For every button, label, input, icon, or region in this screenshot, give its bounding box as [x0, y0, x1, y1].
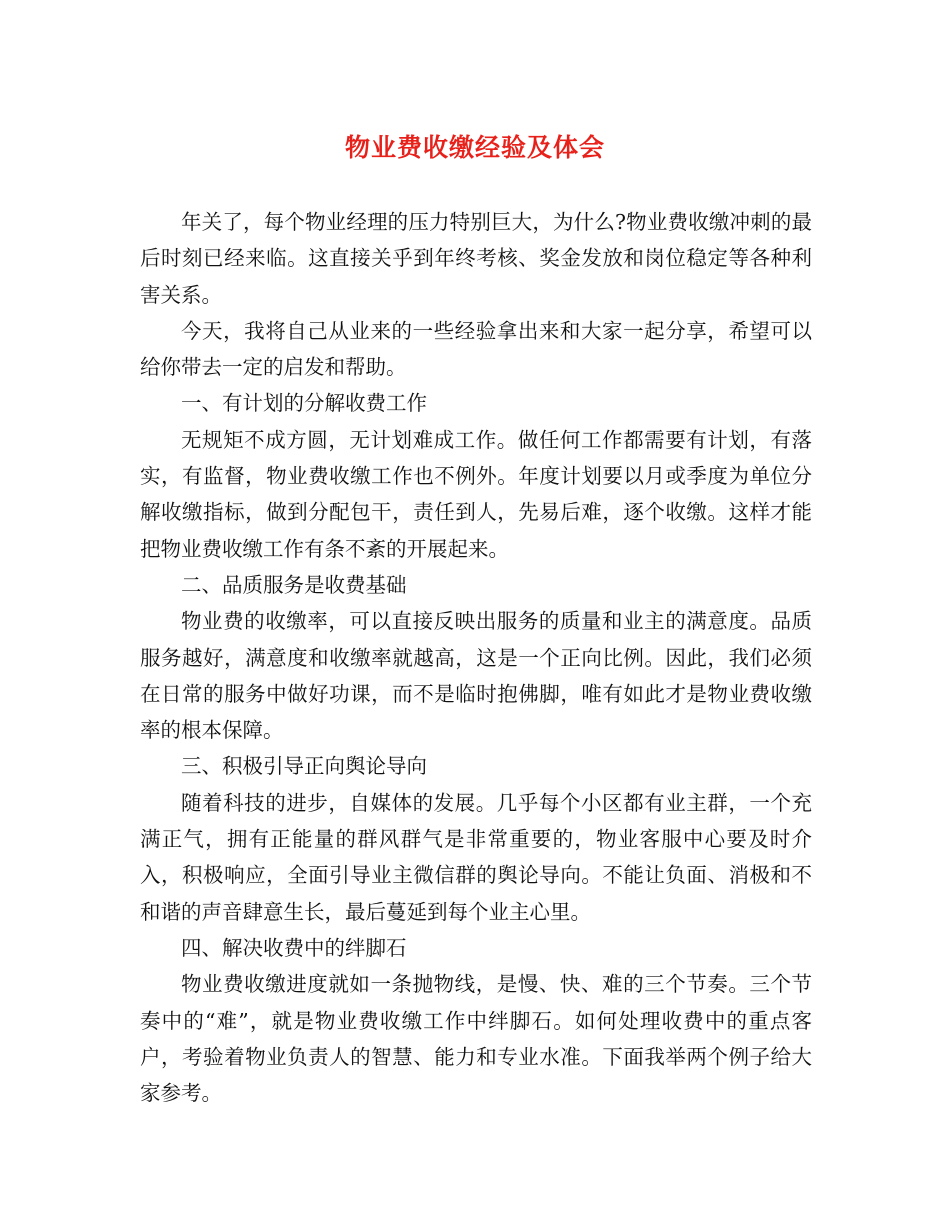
- section-heading-3: 三、积极引导正向舆论导向: [181, 754, 427, 779]
- section-heading-4: 四、解决收费中的绊脚石: [181, 935, 407, 960]
- paragraph-section-4: 物业费收缴进度就如一条抛物线，是慢、快、难的三个节奏。三个节奏中的“难”，就是物业费收缴工作中绊脚石。如何处理收费中的重点客户，考验着物业负责人的智慧、能力和专业水准。下面我举两个例子给大家参考。: [140, 972, 812, 1106]
- paragraph-sharing: 今天，我将自己从业来的一些经验拿出来和大家一起分享，希望可以给你带去一定的启发和帮助。: [140, 318, 812, 380]
- document-title: 物业费收缴经验及体会: [344, 133, 605, 162]
- section-heading-1: 一、有计划的分解收费工作: [181, 391, 427, 416]
- paragraph-section-2: 物业费的收缴率，可以直接反映出服务的质量和业主的满意度。品质服务越好，满意度和收缴率就越高，这是一个正向比例。因此，我们必须在日常的服务中做好功课，而不是临时抱佛脚，唯有如此才是物业费收缴率的根本保障。: [140, 609, 812, 743]
- paragraph-intro: 年关了，每个物业经理的压力特别巨大，为什么?物业费收缴冲刺的最后时刻已经来临。这直接关乎到年终考核、奖金发放和岗位稳定等各种利害关系。: [140, 210, 812, 307]
- document-body: [140, 204, 812, 1111]
- section-heading-2: 二、品质服务是收费基础: [181, 572, 407, 597]
- paragraph-section-1: 无规矩不成方圆，无计划难成工作。做任何工作都需要有计划，有落实，有监督，物业费收缴工作也不例外。年度计划要以月或季度为单位分解收缴指标，做到分配包干，责任到人，先易后难，逐个收缴。这样才能把物业费收缴工作有条不紊的开展起来。: [140, 427, 812, 561]
- paragraph-section-3: 随着科技的进步，自媒体的发展。几乎每个小区都有业主群，一个充满正气，拥有正能量的群风群气是非常重要的，物业客服中心要及时介入，积极响应，全面引导业主微信群的舆论导向。不能让负面、消极和不和谐的声音肆意生长，最后蔓延到每个业主心里。: [140, 790, 812, 924]
